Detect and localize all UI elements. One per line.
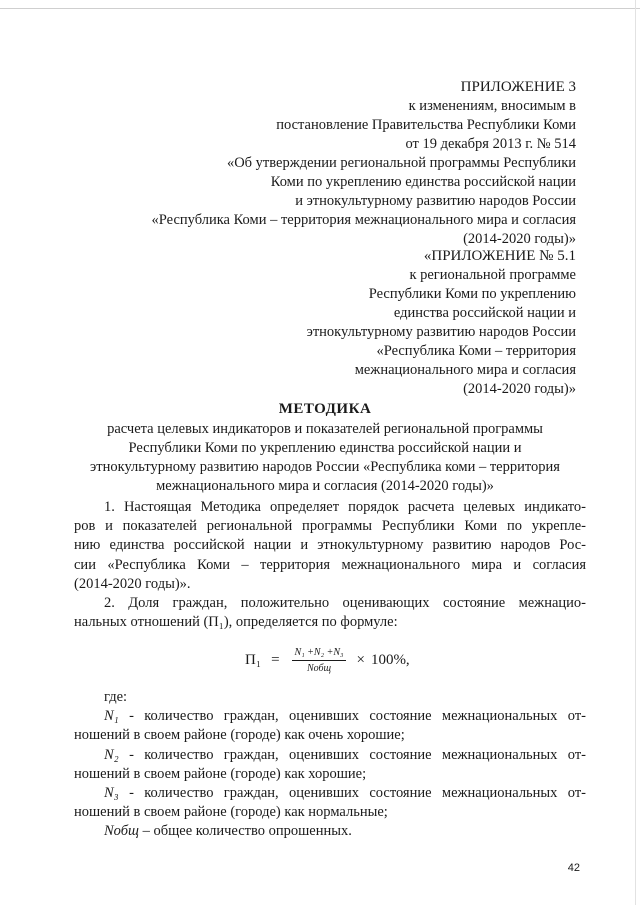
annex-line: межнационального мира и согласия [354, 362, 576, 378]
definition-text: – общее количество опрошенных. [138, 823, 352, 840]
paragraph-1-line: нию единства российской нации и этнокультурному развитию народов Рос- [74, 537, 586, 554]
formula-lhs: П₁ [245, 651, 262, 668]
annex-title: ПРИЛОЖЕНИЕ 3 [460, 79, 576, 95]
definition-symbol: N₂ [104, 746, 119, 763]
method-subtitle-line: межнационального мира и согласия (2014-2020 годы)» [156, 478, 494, 494]
definition-line [74, 822, 586, 841]
paragraph-1-line: ров и показателей региональной программы Республики Коми по укрепле- [74, 518, 586, 535]
definition-line: ношений в своем районе (городе) как хорошие; [74, 765, 367, 782]
method-title-block [60, 400, 590, 496]
paragraph-1-line: (2014-2020 годы)». [74, 575, 191, 592]
formula-denominator: Nобщ [306, 662, 332, 674]
definition-symbol: Nобщ [104, 823, 139, 840]
annex-header-second [307, 247, 576, 399]
annex-line: Республики Коми по укреплению [368, 286, 576, 302]
annex-line: «Республика Коми – территория межнационального мира и согласия [151, 212, 576, 228]
paragraph-1-line: сии «Республика Коми – территория межнационального мира и согласия [74, 556, 586, 573]
formula-equals: = [271, 651, 280, 668]
definition-text: - количество граждан, оценивших состояние межнациональных от- [118, 785, 586, 802]
method-subtitle-line: этнокультурному развитию народов России «Республика коми – территория [90, 459, 560, 475]
formula-numerator: N₁ +N₂ +N₃ [292, 647, 347, 661]
annex-line: (2014-2020 годы)» [463, 381, 576, 397]
annex-line: Коми по укреплению единства российской нации [270, 174, 576, 190]
formula-times: × [356, 651, 365, 668]
annex-line: (2014-2020 годы)» [463, 231, 576, 247]
definition-text: - количество граждан, оценивших состояние межнациональных от- [118, 746, 586, 763]
annex-line: «Об утверждении региональной программы Республики [226, 155, 576, 171]
where-label: где: [104, 689, 128, 705]
definition-line [74, 784, 586, 803]
definition-line [74, 707, 586, 726]
definition-line [74, 746, 586, 765]
definition-symbol: N₃ [104, 785, 119, 802]
paragraph-2-line: нальных отношений (П₁), определяется по формуле: [74, 614, 398, 631]
definition-symbol: N₁ [104, 708, 119, 725]
annex-header-top [152, 78, 576, 249]
method-subtitle-line: Республики Коми по укреплению единства российской нации и [128, 440, 522, 456]
annex-line: к региональной программе [409, 267, 576, 283]
annex-title: «ПРИЛОЖЕНИЕ № 5.1 [423, 248, 576, 264]
method-subtitle-line: расчета целевых индикаторов и показателей региональной программы [107, 421, 543, 437]
formula-percent: 100%, [370, 651, 410, 668]
formula-definitions [74, 688, 586, 842]
share-formula [245, 640, 410, 680]
annex-line: единства российской нации и [393, 305, 576, 321]
annex-line: и этнокультурному развитию народов России [295, 193, 576, 209]
page-number: 42 [567, 862, 580, 874]
annex-line: «Республика Коми – территория [376, 343, 576, 359]
definition-text: - количество граждан, оценивших состояние межнациональных от- [118, 708, 586, 725]
definition-line: ношений в своем районе (городе) как нормальные; [74, 804, 388, 821]
method-heading: МЕТОДИКА [278, 401, 372, 417]
annex-line: постановление Правительства Республики Коми [276, 117, 576, 133]
annex-line: к изменениям, вносимым в [408, 98, 576, 114]
definition-line: ношений в своем районе (городе) как очень хорошие; [74, 727, 405, 744]
paragraph-2-line: 2. Доля граждан, положительно оценивающих состояние межнацио- [104, 595, 586, 612]
paragraph-1-line: 1. Настоящая Методика определяет порядок расчета целевых индикато- [104, 499, 586, 515]
body-paragraphs [74, 498, 586, 632]
annex-line: от 19 декабря 2013 г. № 514 [405, 136, 576, 152]
formula-fraction [292, 647, 347, 674]
annex-line: этнокультурному развитию народов России [306, 324, 576, 340]
